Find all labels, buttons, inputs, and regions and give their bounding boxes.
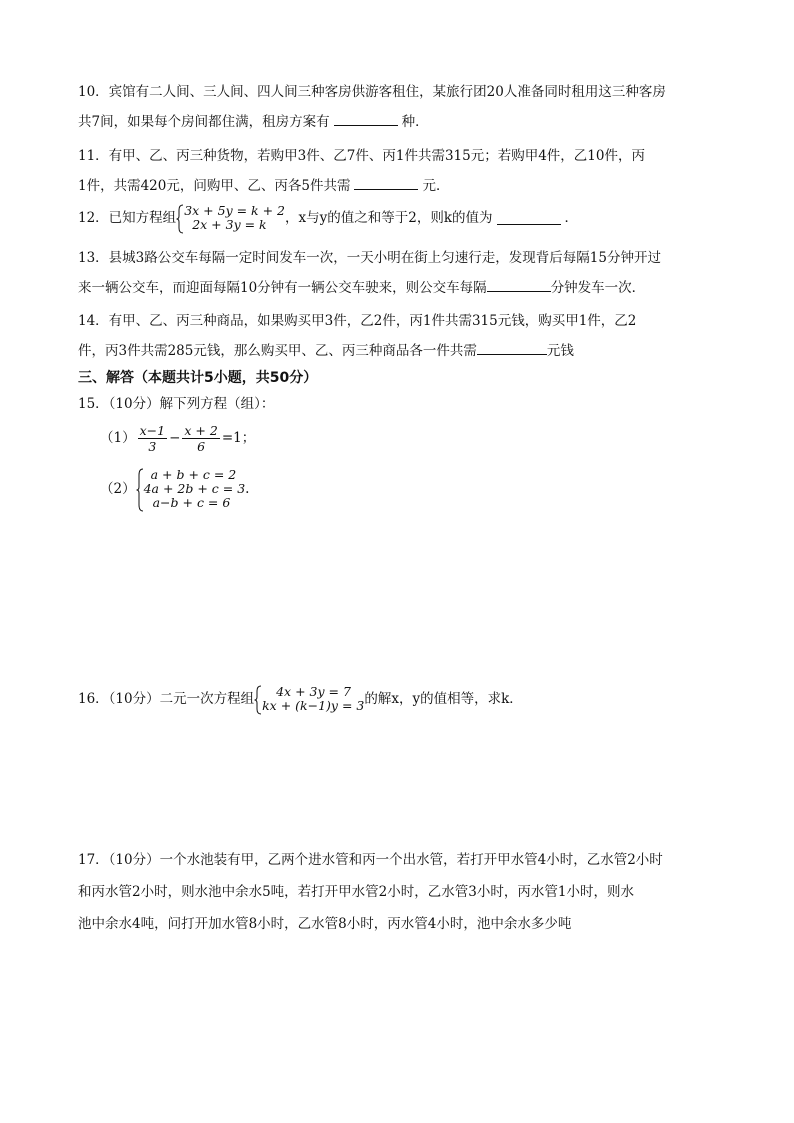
q16-eq2: kx + (k−1)y = 3 [262, 698, 365, 713]
fraction [138, 423, 167, 454]
q14-answer-blank[interactable] [477, 341, 547, 355]
q10-text: 共7间，如果每个房间都住满，租房方案有 [78, 114, 330, 130]
q12-equation-system [176, 204, 285, 232]
q15-part1-label: （1） [100, 430, 136, 446]
q13-answer-blank[interactable] [487, 278, 551, 292]
q10-suffix: 种． [401, 114, 429, 130]
q11-suffix: 元． [422, 178, 450, 194]
q16-text: 16．（10分）二元一次方程组 [78, 691, 255, 707]
q12-suffix: ． [564, 210, 579, 226]
fraction-denominator: 3 [148, 438, 157, 454]
q16-line [78, 683, 523, 715]
q10-line1: 10．宾馆有二人间、三人间、四人间三种客房供游客租住，某旅行团20人准备同时租用这三种客房 [78, 84, 666, 100]
q12-line [78, 204, 578, 232]
q13-suffix: 分钟发车一次． [550, 280, 646, 296]
q15-part1 [100, 420, 255, 456]
q12-eq2: 2x + 3y = k [192, 217, 267, 232]
q12-answer-blank[interactable] [497, 211, 561, 225]
q11-text: 1件，共需420元，问购甲、乙、丙各5件共需 [78, 178, 351, 194]
q11-line1: 11．有甲、乙、丙三种货物，若购甲3件、乙7件、丙1件共需315元；若购甲4件，乙10件，丙 [78, 148, 645, 164]
q13-line2 [78, 278, 645, 298]
q14-line2 [78, 341, 574, 361]
q10-answer-blank[interactable] [334, 112, 398, 126]
q11-answer-blank[interactable] [354, 176, 418, 190]
fraction-denominator: 6 [197, 438, 206, 454]
brace-icon [254, 685, 262, 715]
q13-text: 来一辆公交车，而迎面每隔10分钟有一辆公交车驶来，则公交车每隔 [78, 280, 487, 296]
fraction [182, 423, 219, 454]
q16-tail: 的解x，y的值相等，求k． [364, 691, 523, 707]
q15-equation-system [136, 468, 246, 510]
q12-mid: ，x与y的值之和等于2，则k的值为 [285, 210, 493, 226]
q12-eq1: 3x + 5y = k + 2 [184, 203, 285, 218]
q17-line3: 池中余水4吨，问打开加水管8小时，乙水管8小时，丙水管4小时，池中余水多少吨 [78, 916, 572, 932]
q15-part1-tail: =1； [221, 430, 256, 446]
brace-icon [136, 468, 144, 512]
q16-eq1: 4x + 3y = 7 [276, 684, 351, 699]
q15-title: 15．（10分）解下列方程（组）： [78, 396, 275, 412]
fraction-numerator: x + 2 [184, 422, 218, 438]
q15-eq2: 4a + 2b + c = 3 [143, 481, 246, 496]
q11-line2 [78, 176, 449, 196]
q14-suffix: 元钱 [546, 343, 574, 359]
brace-icon [176, 204, 184, 234]
q15-eq3: a−b + c = 6 [152, 495, 231, 510]
q17-line2: 和丙水管2小时，则水池中余水5吨，若打开甲水管2小时，乙水管3小时，丙水管1小时，则水 [78, 884, 634, 900]
q17-line1: 17．（10分）一个水池装有甲，乙两个进水管和丙一个出水管，若打开甲水管4小时，乙水管2小时 [78, 852, 663, 868]
q15-part2-label: （2） [100, 481, 136, 497]
fraction-numerator: x−1 [139, 422, 166, 438]
q10-line2 [78, 112, 429, 132]
q14-text: 件，丙3件共需285元钱，那么购买甲、乙、丙三种商品各一件共需 [78, 343, 477, 359]
section-heading: 三、解答（本题共计5小题，共50分） [78, 370, 318, 386]
q16-equation-system [254, 685, 364, 713]
q14-line1: 14．有甲、乙、丙三种商品，如果购买甲3件，乙2件，丙1件共需315元钱，购买甲1件，乙2 [78, 313, 637, 329]
q12-text: 12．已知方程组 [78, 210, 177, 226]
q15-part2 [100, 466, 249, 512]
q15-part2-tail: . [245, 481, 250, 497]
q13-line1: 13．县城3路公交车每隔一定时间发车一次，一天小明在街上匀速行走，发现背后每隔15分钟开过 [78, 250, 661, 266]
q15-eq1: a + b + c = 2 [150, 467, 237, 482]
minus-sign: − [169, 430, 181, 446]
